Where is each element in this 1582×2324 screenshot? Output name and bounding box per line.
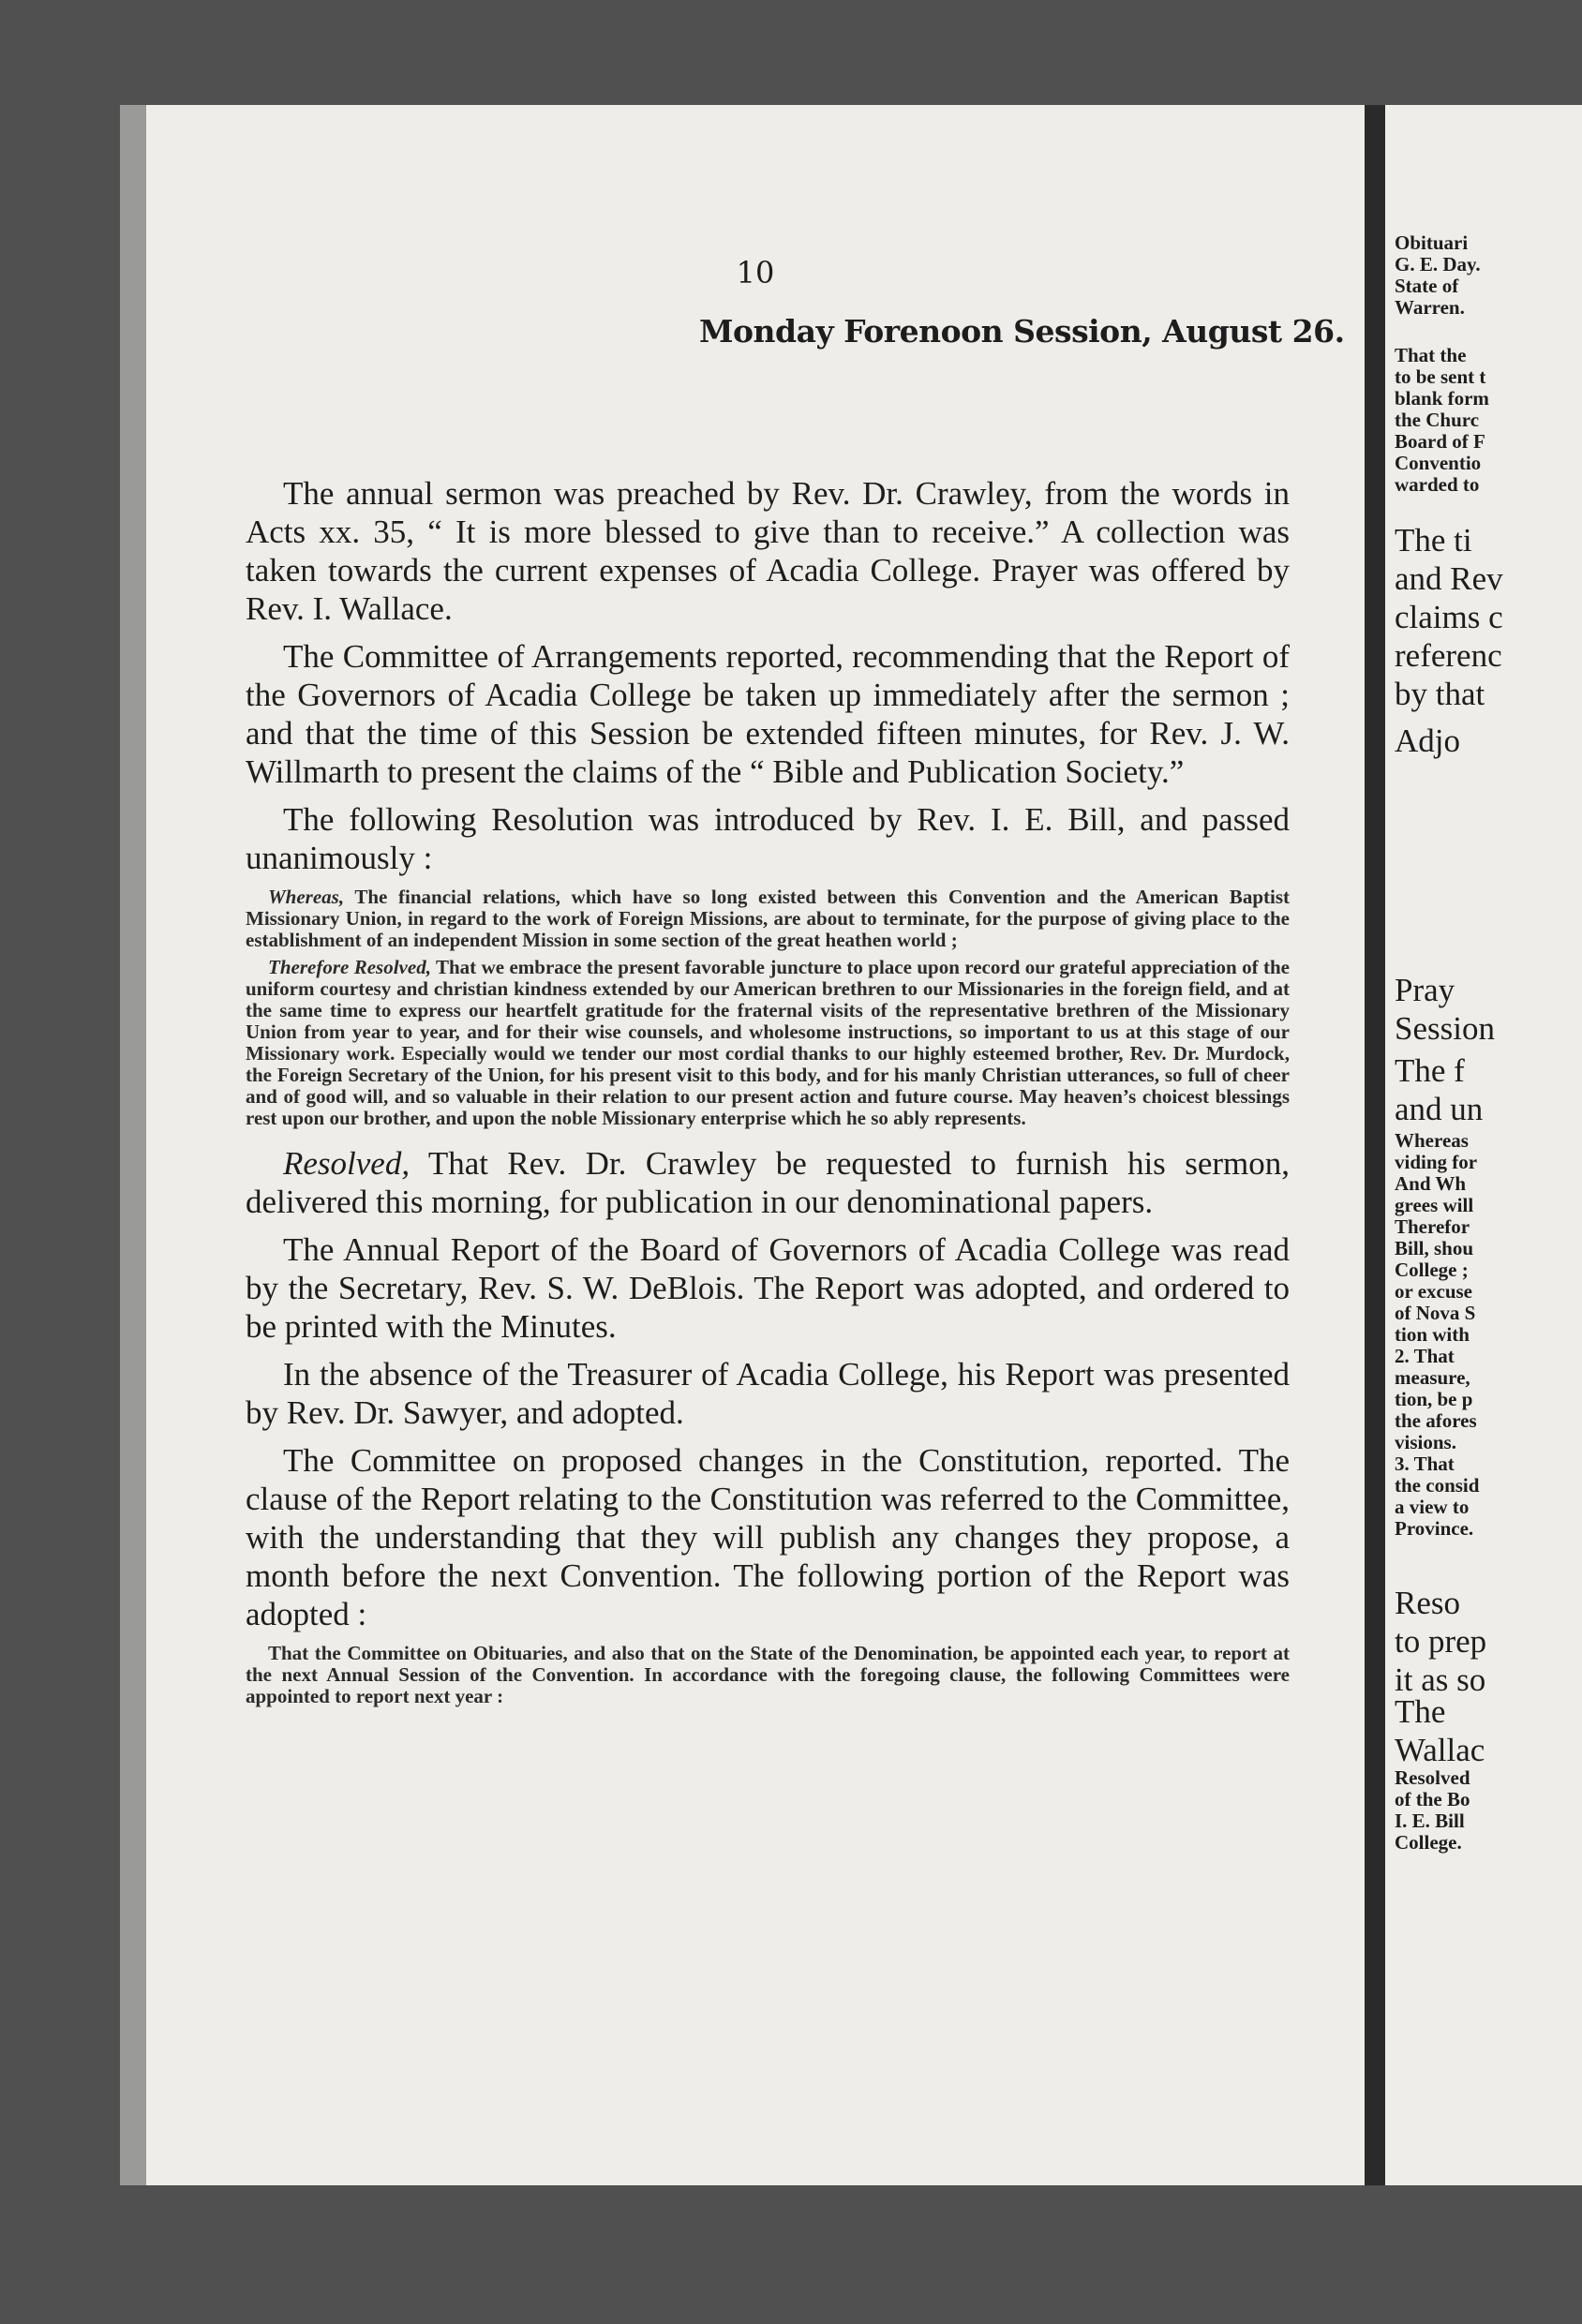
facing-page-line: referenc [1395,637,1502,674]
facing-page-line: and un [1395,1091,1484,1127]
facing-page-line: I. E. Bill [1395,1810,1465,1832]
facing-page-line: The [1395,1693,1446,1730]
facing-page-line: of the Bo [1395,1788,1470,1810]
facing-page-line: grees will [1395,1194,1474,1216]
page-number: 10 [736,255,775,290]
paragraph-text: The Committee of Arrangements reported, recommending that the Report of the Governors of Acadia College be taken up immediately after the sermon ; and that the time of this Session be extended fifteen minutes, for Rev. J. W. Willmarth to present the claims of the “ Bible and Publication Society.” [246,638,1290,790]
facing-page-text-block [1395,345,1489,496]
facing-page-line: 3. That [1395,1452,1455,1475]
paragraph-text: That Rev. Dr. Crawley be requested to furnish his sermon, delivered this morning, for publication in our denominational papers. [246,1145,1290,1220]
body-paragraph [246,1144,1290,1221]
paragraph-lead-italic: Resolved, [283,1145,410,1182]
facing-page-line: Resolved [1395,1766,1470,1789]
facing-page-line: College. [1395,1831,1462,1854]
facing-page-line: the Churc [1395,409,1480,431]
facing-page-text-block [1395,1584,1486,1699]
facing-page-line: State of [1395,275,1459,297]
facing-page-line: warded to [1395,473,1480,496]
paragraph-text: That the Committee on Obituaries, and also that on the State of the Denomination, be appointed each year, to report at the next Annual Session of the Convention. In accordance with the foregoing clause, the following Committees were appointed to report next year : [246,1642,1290,1707]
facing-page-line: viding for [1395,1151,1478,1173]
facing-page-line: Therefor [1395,1215,1470,1238]
facing-page-line: the afores [1395,1409,1477,1432]
body-paragraph [246,800,1290,877]
facing-page-line: G. E. Day. [1395,253,1481,276]
facing-page-line: Adjo [1395,723,1460,759]
facing-page-line: Wallac [1395,1732,1485,1768]
facing-page-line: visions. [1395,1431,1456,1453]
paragraph-text: The following Resolution was introduced by Rev. I. E. Bill, and passed unanimously : [246,801,1290,876]
facing-page-line: blank form [1395,387,1489,410]
paragraph-text: The financial relations, which have so long existed between this Convention and the American Baptist Missionary Union, in regard to the work of Foreign Missions, are about to terminate, for the purpose of giving place to the establishment of an independent Mission in some section of the great heathen world ; [246,886,1290,951]
facing-page-line: of Nova S [1395,1302,1476,1324]
paragraph-lead-italic: Whereas, [268,886,345,908]
facing-page-text-block [1395,1767,1470,1854]
session-heading: Monday Forenoon Session, August 26. [699,313,1345,350]
body-paragraph [246,637,1290,791]
facing-page-line: Province. [1395,1517,1474,1540]
facing-page-line: Bill, shou [1395,1237,1474,1259]
facing-page-line: tion with [1395,1323,1470,1346]
page-body-text [246,474,1290,1722]
scan-bottom-band [0,2185,1582,2324]
paragraph-text: The Annual Report of the Board of Governors of Acadia College was read by the Secretary, Rev. S. W. DeBlois. The Report was adopted, and ordered to be printed with the Minutes. [246,1231,1290,1345]
facing-page-text-block [1395,971,1495,1048]
facing-page-text-block [1395,232,1481,319]
facing-page-line: Board of F [1395,430,1485,453]
facing-page-line: 2. That [1395,1345,1455,1367]
body-paragraph [246,1441,1290,1633]
facing-page-line: tion, be p [1395,1388,1473,1410]
facing-page-text-block [1395,1051,1483,1128]
paragraph-text: In the absence of the Treasurer of Acadia College, his Report was presented by Rev. Dr. Sawyer, and adopted. [246,1356,1290,1431]
small-print-paragraph [246,957,1290,1129]
facing-page-line: by that [1395,676,1485,712]
facing-page-fragment [1385,105,1582,2185]
facing-page-line: Warren. [1395,296,1465,319]
body-paragraph [246,1355,1290,1432]
page-gutter-shadow [1365,105,1387,2185]
facing-page-line: the consid [1395,1474,1480,1497]
body-paragraph [246,1230,1290,1346]
facing-page-line: Conventio [1395,452,1482,474]
facing-page-line: claims c [1395,599,1503,635]
facing-page-line: Session [1395,1010,1495,1047]
facing-page-text-block [1395,1130,1479,1540]
facing-page-line: The f [1395,1052,1465,1089]
paragraph-lead-italic: Therefore Resolved, [268,956,431,978]
facing-page-line: to prep [1395,1623,1487,1660]
facing-page-line: to be sent t [1395,365,1486,388]
body-paragraph [246,474,1290,628]
facing-page-line: That the [1395,344,1467,366]
paragraph-text: The annual sermon was preached by Rev. Dr. Crawley, from the words in Acts xx. 35, “ It is more blessed to give than to receive.” A collection was taken towards the current expenses of Acadia College. Prayer was offered by Rev. I. Wallace. [246,475,1290,627]
facing-page-line: Obituari [1395,231,1469,254]
facing-page-line: Pray [1395,972,1455,1008]
paragraph-text: The Committee on proposed changes in the Constitution, reported. The clause of the Report relating to the Constitution was referred to the Committee, with the understanding that they will publish any changes they propose, a month before the next Convention. The following portion of the Report was adopted : [246,1442,1290,1632]
facing-page-line: The ti [1395,522,1472,559]
facing-page-line: And Wh [1395,1172,1467,1195]
facing-page-line: measure, [1395,1366,1470,1389]
facing-page-line: it as so [1395,1661,1486,1698]
small-print-paragraph [246,1643,1290,1707]
facing-page-line: Whereas [1395,1129,1469,1152]
facing-page-line: Reso [1395,1585,1460,1621]
facing-page-line: College ; [1395,1259,1469,1281]
facing-page-text-block [1395,521,1503,713]
paragraph-text: That we embrace the present favorable juncture to place upon record our grateful appreciation of the uniform courtesy and christian kindness extended by our American brethren to our Missionaries in the foreign field, and at the same time to express our heartfelt gratitude for the fraternal visits of the representative brethren of the Missionary Union from year to year, and for their wise counsels, and wholesome instructions, so important to us at this stage of our Missionary work. Especially would we tender our most cordial thanks to our highly esteemed brother, Rev. Dr. Murdock, the Foreign Secretary of the Union, for his present visit to this body, and for his manly Christian utterances, so full of cheer and of good will, and so valuable in their relation to our present action and future course. May heaven’s choicest blessings rest upon our brother, and upon the noble Missionary enterprise which he so ably represents. [246,956,1290,1129]
document-page [146,105,1365,2185]
facing-page-line: or excuse [1395,1280,1473,1303]
facing-page-line: and Rev [1395,560,1503,597]
small-print-paragraph [246,886,1290,951]
facing-page-line: a view to [1395,1496,1470,1518]
facing-page-text-block [1395,722,1460,760]
facing-page-text-block [1395,1692,1485,1769]
